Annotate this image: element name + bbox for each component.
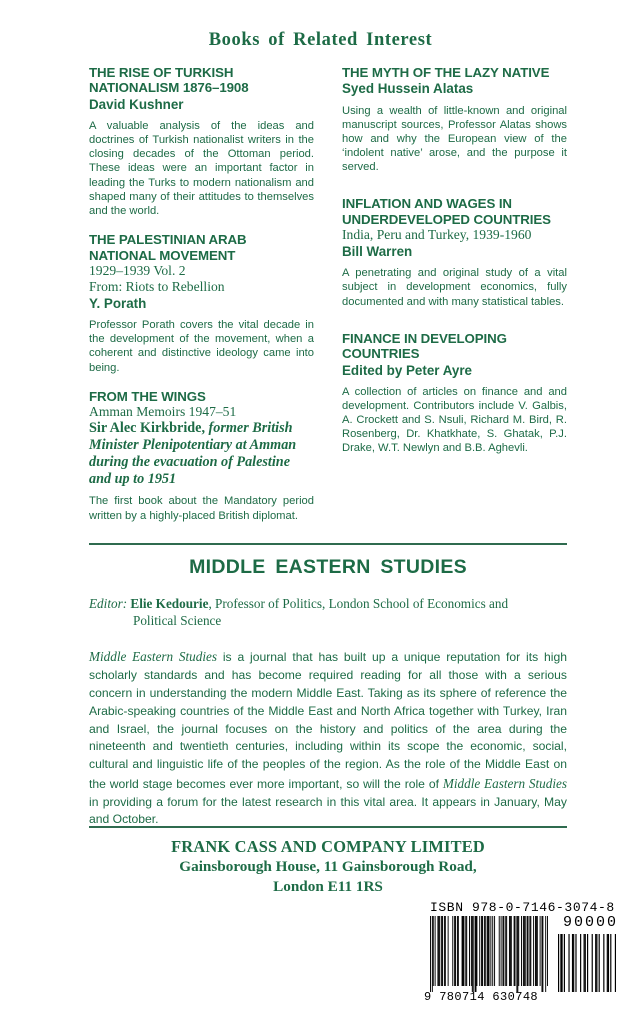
publisher-name: FRANK CASS AND COMPANY LIMITED: [171, 837, 485, 856]
journal-section: [89, 556, 567, 829]
book-author: Bill Warren: [342, 244, 413, 260]
books-left-column: [89, 65, 314, 537]
book-author: Y. Porath: [89, 296, 147, 312]
book-description: A valuable analysis of the ideas and doctrines of Turkish nationalist writers in the closing decades of the Ottoman period. These ideas were an important factor in leading the Turks to modern nationalism and shaped many of their attitudes to themselves and the world.: [89, 119, 314, 217]
barcode-main-symbol: [430, 916, 548, 992]
publisher-address-line-2: London E11 1RS: [273, 877, 383, 895]
page-title: Books of Related Interest: [208, 30, 433, 50]
book-description: Professor Porath covers the vital decade in the development of the movement, when a coherent and distinctive ideology came into being.: [89, 319, 314, 374]
book-author: [89, 420, 314, 488]
book-title: INFLATION AND WAGES IN UNDERDEVELOPED COUNTRIES: [342, 196, 551, 227]
journal-description-part2: in providing a forum for the latest research in this vital area. It appears in January, May and October.: [89, 794, 567, 827]
editor-affiliation-line2: Political Science: [133, 613, 222, 629]
book-entry-rise-of-turkish-nationalism: [89, 65, 314, 218]
book-title: FROM THE WINGS: [89, 388, 206, 404]
isbn-label: ISBN 978-0-7146-3074-8: [430, 900, 615, 915]
book-subtitle-volume: 1929–1939 Vol. 2: [89, 262, 186, 278]
publisher-block: [89, 836, 567, 897]
book-author-title: former British Minister Plenipotentiary at Amman during the evacuation of Palestine and up to 1951: [89, 420, 297, 488]
editor-name: Elie Kedourie: [130, 596, 209, 611]
barcode-human-readable-digits: 9 780714 630748: [424, 990, 539, 1004]
journal-editor-line: [89, 595, 567, 629]
isbn-barcode: [424, 900, 624, 1012]
book-subtitle-scope: India, Peru and Turkey, 1939-1960: [342, 227, 532, 243]
editor-affiliation: , Professor of Politics, London School of Economics and: [208, 596, 509, 611]
journal-name-mid: Middle Eastern Studies: [442, 775, 567, 791]
editor-label: Editor:: [89, 596, 128, 611]
publisher-address-line-1: Gainsborough House, 11 Gainsborough Road,: [179, 858, 477, 875]
books-right-column: [342, 65, 567, 537]
book-author-name: Sir Alec Kirkbride,: [89, 420, 205, 437]
book-editor: Edited by Peter Ayre: [342, 362, 472, 378]
book-description: Using a wealth of little-known and original manuscript sources, Professor Alatas shows how and why the European view of the ‘indolent native’ arose, and the purpose it served.: [342, 104, 567, 174]
book-subtitle-memoirs: Amman Memoirs 1947–51: [89, 404, 237, 420]
book-description: A collection of articles on finance and and development. Contributors include V. Galbis, A. Crockett and S. Nsuli, Richard M. Bird, R. Rosenberg, Dr. Khatkhate, S. Ghatak, P.J. Drake, W.T. Newlyn and B.B. Aghevli.: [342, 385, 567, 455]
journal-description: [89, 647, 567, 829]
book-description: A penetrating and original study of a vital subject in development economics, fully documented and with many statistical tables.: [342, 267, 567, 308]
book-title: THE RISE OF TURKISH NATIONALISM 1876–1908: [89, 65, 249, 96]
book-entry-from-the-wings: [89, 389, 314, 523]
book-entry-myth-of-the-lazy-native: [342, 65, 567, 174]
book-title: THE PALESTINIAN ARAB NATIONAL MOVEMENT: [89, 232, 247, 263]
book-author: David Kushner: [89, 96, 184, 112]
related-books-section: [89, 65, 567, 537]
journal-description-part1: is a journal that has built up a unique reputation for its high scholarly standards and has become required reading for all those with a serious concern in understanding the modern Middle East. Taking as its sphere of reference the Arabic-speaking countries of the Middle East and North Africa together with Turkey, Iran and Israel, the journal focuses on the history and politics of the area during the nineteenth and twentieth centuries, including within its scope the economic, social, cultural and linguistic life of the peoples of the region. As the role of the Middle East on the world stage becomes ever more important, so will the role of: [89, 650, 567, 791]
book-description: The first book about the Mandatory period written by a highly-placed British diplomat.: [89, 495, 314, 522]
book-author: Syed Hussein Alatas: [342, 81, 474, 97]
book-title: THE MYTH OF THE LAZY NATIVE: [342, 65, 550, 80]
journal-name-lead: Middle Eastern Studies: [89, 649, 218, 665]
book-entry-finance-in-developing-countries: [342, 331, 567, 456]
book-subtitle-series: From: Riots to Rebellion: [89, 279, 225, 294]
journal-title: MIDDLE EASTERN STUDIES: [189, 556, 467, 578]
book-entry-palestinian-arab-national-movement: [89, 232, 314, 375]
barcode-addon-value: 90000: [562, 914, 618, 931]
book-entry-inflation-and-wages: [342, 196, 567, 308]
barcode-addon-symbol: [558, 934, 616, 992]
barcode-bars-row: [424, 916, 624, 1008]
divider-above-journal: [89, 543, 567, 545]
book-title: FINANCE IN DEVELOPING COUNTRIES: [342, 330, 507, 362]
divider-above-publisher: [89, 826, 567, 828]
